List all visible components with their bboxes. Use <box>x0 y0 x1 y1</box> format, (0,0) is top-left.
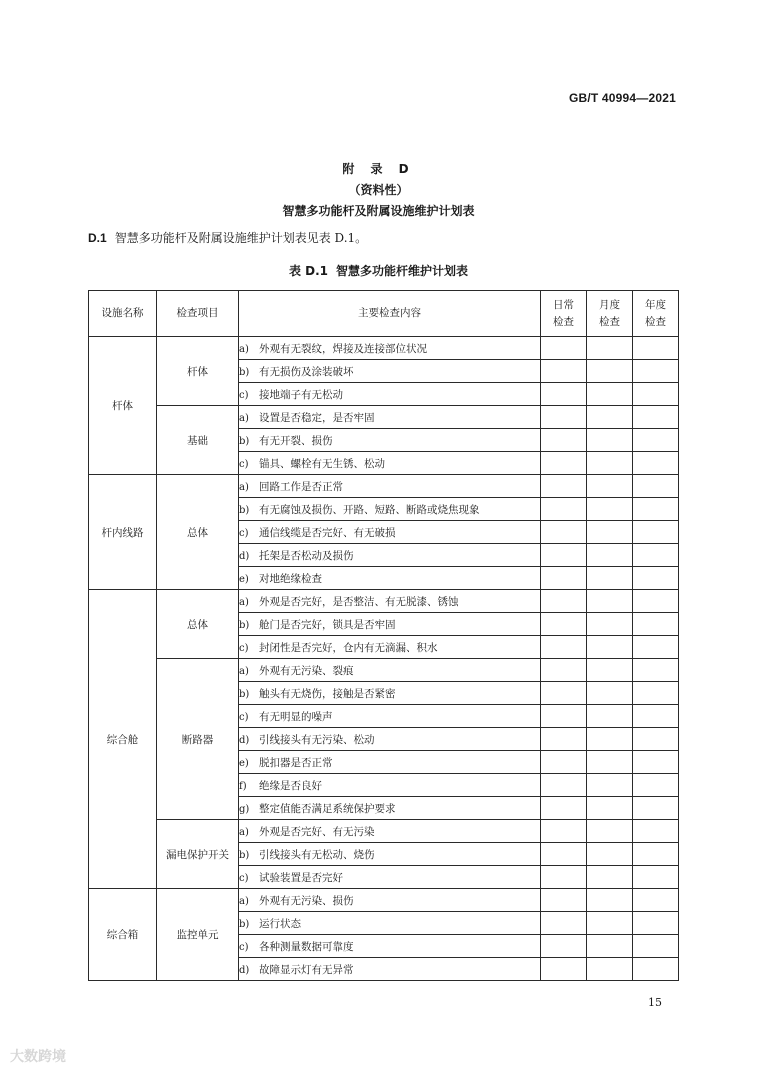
content-cell <box>239 475 541 498</box>
content-mark: b) <box>239 688 250 700</box>
content-text: 运行状态 <box>259 917 301 930</box>
content-mark: a) <box>239 895 249 907</box>
monthly-check-cell <box>587 475 633 498</box>
content-cell <box>239 636 541 659</box>
content-text: 对地绝缘检查 <box>259 572 322 585</box>
content-cell <box>239 659 541 682</box>
yearly-check-cell <box>633 705 679 728</box>
content-cell <box>239 728 541 751</box>
daily-check-cell <box>541 429 587 452</box>
content-cell <box>239 429 541 452</box>
content-text: 锚具、螺栓有无生锈、松动 <box>259 457 385 470</box>
daily-check-cell <box>541 475 587 498</box>
facility-cell: 杆体 <box>89 337 157 475</box>
header-facility: 设施名称 <box>89 291 157 337</box>
yearly-check-cell <box>633 383 679 406</box>
table-row <box>89 475 679 498</box>
content-mark: b) <box>239 504 250 516</box>
content-cell <box>239 383 541 406</box>
monthly-check-cell <box>587 590 633 613</box>
monthly-check-cell <box>587 360 633 383</box>
yearly-check-cell <box>633 820 679 843</box>
daily-check-cell <box>541 544 587 567</box>
table-caption-title: 智慧多功能杆维护计划表 <box>336 264 469 278</box>
content-mark: a) <box>239 481 249 493</box>
monthly-check-cell <box>587 728 633 751</box>
clause-number: D.1 <box>88 231 107 245</box>
maintenance-plan-table <box>88 290 679 981</box>
monthly-check-cell <box>587 429 633 452</box>
content-cell <box>239 498 541 521</box>
content-text: 通信线缆是否完好、有无破损 <box>259 526 396 539</box>
content-cell <box>239 820 541 843</box>
table-row <box>89 406 679 429</box>
content-text: 故障显示灯有无异常 <box>259 963 354 976</box>
monthly-check-cell <box>587 774 633 797</box>
content-mark: b) <box>239 435 250 447</box>
daily-check-cell <box>541 636 587 659</box>
content-cell <box>239 889 541 912</box>
monthly-check-cell <box>587 406 633 429</box>
yearly-check-cell <box>633 866 679 889</box>
daily-check-cell <box>541 590 587 613</box>
monthly-check-cell <box>587 452 633 475</box>
monthly-check-cell <box>587 705 633 728</box>
content-cell <box>239 866 541 889</box>
monthly-check-cell <box>587 636 633 659</box>
content-mark: b) <box>239 366 250 378</box>
content-cell <box>239 452 541 475</box>
yearly-check-cell <box>633 935 679 958</box>
header-content: 主要检查内容 <box>239 291 541 337</box>
content-text: 回路工作是否正常 <box>259 480 343 493</box>
content-cell <box>239 774 541 797</box>
monthly-check-cell <box>587 843 633 866</box>
content-cell <box>239 797 541 820</box>
monthly-check-cell <box>587 935 633 958</box>
content-mark: d) <box>239 734 250 746</box>
monthly-check-cell <box>587 889 633 912</box>
daily-check-cell <box>541 958 587 981</box>
appendix-title: 附 录 D <box>342 162 415 176</box>
table-row <box>89 889 679 912</box>
content-cell <box>239 843 541 866</box>
content-text: 试验装置是否完好 <box>259 871 343 884</box>
content-text: 各种测量数据可靠度 <box>259 940 354 953</box>
yearly-check-cell <box>633 429 679 452</box>
yearly-check-cell <box>633 613 679 636</box>
content-mark: a) <box>239 343 249 355</box>
content-cell <box>239 705 541 728</box>
appendix-type: （资料性） <box>348 183 409 197</box>
content-mark: a) <box>239 665 249 677</box>
content-cell <box>239 360 541 383</box>
header-yearly-line2: 检查 <box>645 315 666 328</box>
content-text: 引线接头有无污染、松动 <box>259 733 375 746</box>
content-cell <box>239 912 541 935</box>
header-daily <box>541 291 587 337</box>
table-row <box>89 659 679 682</box>
content-text: 封闭性是否完好，仓内有无滴漏、积水 <box>259 641 438 654</box>
clause-d1 <box>88 229 367 246</box>
content-mark: c) <box>239 389 249 401</box>
monthly-check-cell <box>587 958 633 981</box>
monthly-check-cell <box>587 613 633 636</box>
table-body <box>89 337 679 981</box>
content-mark: c) <box>239 711 249 723</box>
content-text: 绝缘是否良好 <box>259 779 322 792</box>
daily-check-cell <box>541 567 587 590</box>
content-text: 外观有无污染、损伤 <box>259 894 354 907</box>
yearly-check-cell <box>633 406 679 429</box>
daily-check-cell <box>541 797 587 820</box>
yearly-check-cell <box>633 774 679 797</box>
content-mark: g) <box>239 803 250 815</box>
content-text: 有无明显的噪声 <box>259 710 333 723</box>
content-text: 设置是否稳定，是否牢固 <box>259 411 375 424</box>
content-mark: c) <box>239 642 249 654</box>
yearly-check-cell <box>633 751 679 774</box>
content-cell <box>239 935 541 958</box>
content-mark: a) <box>239 596 249 608</box>
content-mark: d) <box>239 964 250 976</box>
daily-check-cell <box>541 866 587 889</box>
daily-check-cell <box>541 705 587 728</box>
yearly-check-cell <box>633 498 679 521</box>
watermark: 大数跨境 <box>10 1049 66 1065</box>
monthly-check-cell <box>587 521 633 544</box>
daily-check-cell <box>541 406 587 429</box>
yearly-check-cell <box>633 797 679 820</box>
yearly-check-cell <box>633 360 679 383</box>
daily-check-cell <box>541 820 587 843</box>
item-cell: 总体 <box>157 590 239 659</box>
clause-text: 智慧多功能杆及附属设施维护计划表见表 D.1。 <box>114 231 368 245</box>
facility-cell: 综合舱 <box>89 590 157 889</box>
yearly-check-cell <box>633 337 679 360</box>
monthly-check-cell <box>587 912 633 935</box>
content-cell <box>239 613 541 636</box>
content-text: 触头有无烧伤，接触是否紧密 <box>259 687 396 700</box>
content-cell <box>239 751 541 774</box>
daily-check-cell <box>541 360 587 383</box>
content-text: 外观是否完好、有无污染 <box>259 825 375 838</box>
monthly-check-cell <box>587 682 633 705</box>
yearly-check-cell <box>633 475 679 498</box>
header-yearly-line1: 年度 <box>645 298 666 311</box>
content-mark: b) <box>239 849 250 861</box>
daily-check-cell <box>541 521 587 544</box>
header-item: 检查项目 <box>157 291 239 337</box>
monthly-check-cell <box>587 659 633 682</box>
yearly-check-cell <box>633 682 679 705</box>
content-mark: e) <box>239 757 249 769</box>
daily-check-cell <box>541 912 587 935</box>
yearly-check-cell <box>633 567 679 590</box>
content-mark: c) <box>239 872 249 884</box>
header-daily-line1: 日常 <box>553 298 574 311</box>
content-text: 引线接头有无松动、烧伤 <box>259 848 375 861</box>
content-cell <box>239 337 541 360</box>
daily-check-cell <box>541 774 587 797</box>
content-text: 外观有无裂纹，焊接及连接部位状况 <box>259 342 427 355</box>
header-daily-line2: 检查 <box>553 315 574 328</box>
content-mark: c) <box>239 458 249 470</box>
table-header-row <box>89 291 679 337</box>
table-row <box>89 590 679 613</box>
content-cell <box>239 567 541 590</box>
yearly-check-cell <box>633 958 679 981</box>
content-cell <box>239 682 541 705</box>
content-text: 整定值能否满足系统保护要求 <box>259 802 396 815</box>
item-cell: 杆体 <box>157 337 239 406</box>
content-mark: a) <box>239 826 249 838</box>
yearly-check-cell <box>633 452 679 475</box>
yearly-check-cell <box>633 912 679 935</box>
daily-check-cell <box>541 728 587 751</box>
content-text: 舱门是否完好，锁具是否牢固 <box>259 618 396 631</box>
monthly-check-cell <box>587 751 633 774</box>
content-cell <box>239 406 541 429</box>
content-mark: b) <box>239 918 250 930</box>
monthly-check-cell <box>587 567 633 590</box>
content-mark: f) <box>239 780 247 792</box>
content-mark: a) <box>239 412 249 424</box>
header-monthly-line2: 检查 <box>599 315 620 328</box>
facility-cell: 综合箱 <box>89 889 157 981</box>
yearly-check-cell <box>633 728 679 751</box>
daily-check-cell <box>541 751 587 774</box>
monthly-check-cell <box>587 383 633 406</box>
header-monthly <box>587 291 633 337</box>
table-caption-number: 表 D.1 <box>288 264 329 278</box>
item-cell: 漏电保护开关 <box>157 820 239 889</box>
header-monthly-line1: 月度 <box>599 298 620 311</box>
daily-check-cell <box>541 659 587 682</box>
table-row <box>89 337 679 360</box>
table-row <box>89 820 679 843</box>
content-text: 托架是否松动及损伤 <box>259 549 354 562</box>
facility-cell: 杆内线路 <box>89 475 157 590</box>
content-mark: b) <box>239 619 250 631</box>
content-text: 有无损伤及涂装破坏 <box>259 365 354 378</box>
monthly-check-cell <box>587 820 633 843</box>
appendix-name: 智慧多功能杆及附属设施维护计划表 <box>282 204 475 218</box>
monthly-check-cell <box>587 498 633 521</box>
content-text: 有无腐蚀及损伤、开路、短路、断路或烧焦现象 <box>259 503 480 516</box>
monthly-check-cell <box>587 337 633 360</box>
content-cell <box>239 958 541 981</box>
monthly-check-cell <box>587 797 633 820</box>
item-cell: 总体 <box>157 475 239 590</box>
monthly-check-cell <box>587 544 633 567</box>
content-text: 外观有无污染、裂痕 <box>259 664 354 677</box>
daily-check-cell <box>541 889 587 912</box>
table-caption <box>0 262 757 279</box>
content-cell <box>239 521 541 544</box>
content-mark: c) <box>239 527 249 539</box>
item-cell: 断路器 <box>157 659 239 820</box>
yearly-check-cell <box>633 636 679 659</box>
yearly-check-cell <box>633 590 679 613</box>
yearly-check-cell <box>633 659 679 682</box>
daily-check-cell <box>541 337 587 360</box>
yearly-check-cell <box>633 521 679 544</box>
yearly-check-cell <box>633 544 679 567</box>
content-text: 脱扣器是否正常 <box>259 756 333 769</box>
daily-check-cell <box>541 498 587 521</box>
content-cell <box>239 590 541 613</box>
daily-check-cell <box>541 682 587 705</box>
daily-check-cell <box>541 383 587 406</box>
content-text: 外观是否完好，是否整洁、有无脱漆、锈蚀 <box>259 595 459 608</box>
content-mark: d) <box>239 550 250 562</box>
content-mark: c) <box>239 941 249 953</box>
daily-check-cell <box>541 452 587 475</box>
content-mark: e) <box>239 573 249 585</box>
item-cell: 基础 <box>157 406 239 475</box>
content-cell <box>239 544 541 567</box>
yearly-check-cell <box>633 889 679 912</box>
yearly-check-cell <box>633 843 679 866</box>
content-text: 接地端子有无松动 <box>259 388 343 401</box>
monthly-check-cell <box>587 866 633 889</box>
daily-check-cell <box>541 613 587 636</box>
daily-check-cell <box>541 843 587 866</box>
item-cell: 监控单元 <box>157 889 239 981</box>
header-yearly <box>633 291 679 337</box>
standard-code: GB/T 40994—2021 <box>568 91 676 105</box>
daily-check-cell <box>541 935 587 958</box>
content-text: 有无开裂、损伤 <box>259 434 333 447</box>
page-number: 15 <box>648 996 662 1009</box>
